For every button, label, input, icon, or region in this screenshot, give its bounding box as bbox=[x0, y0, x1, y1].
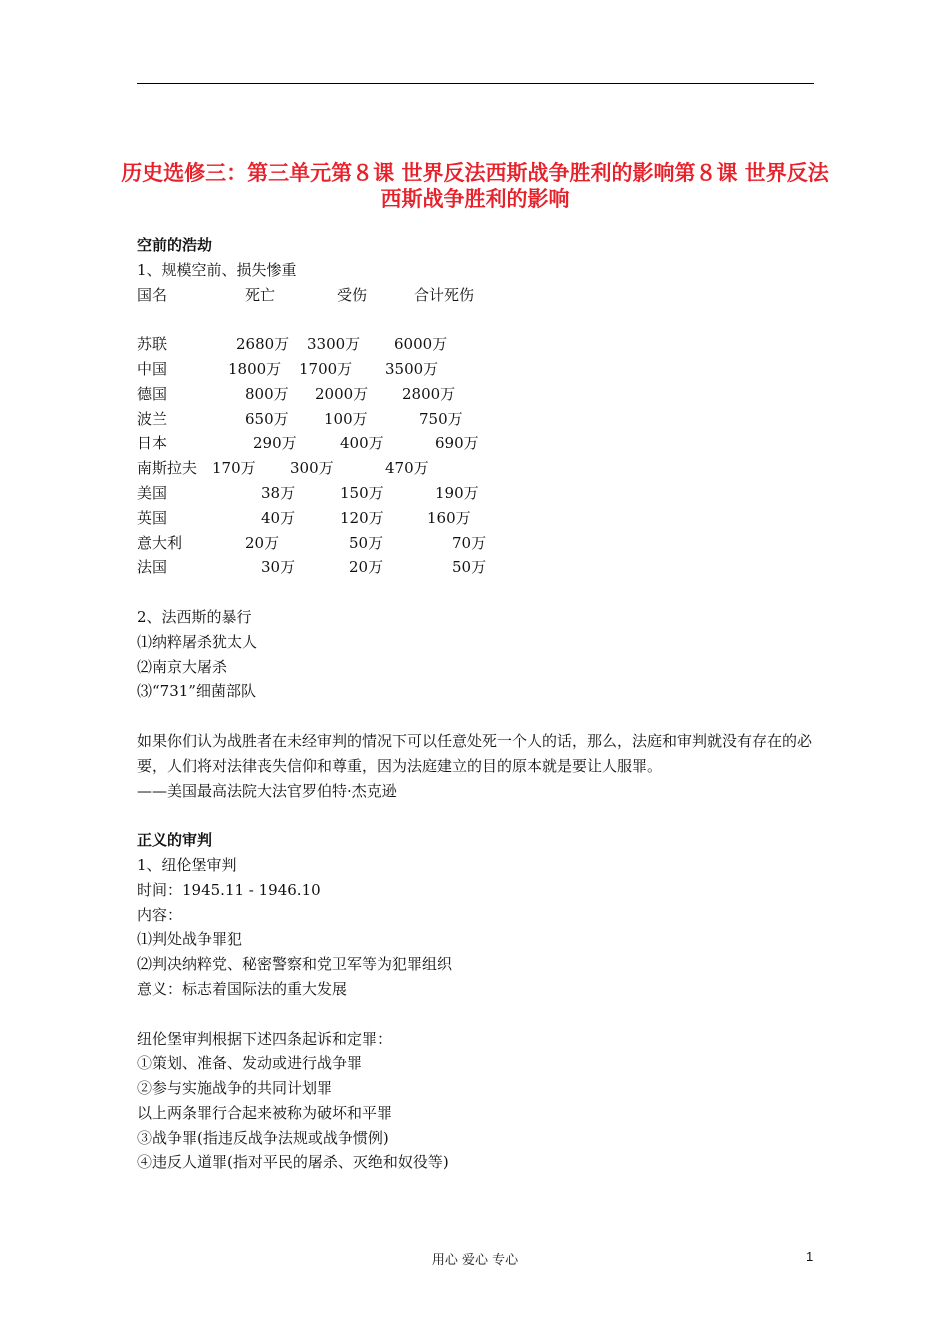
header-country: 国名 bbox=[137, 285, 168, 304]
list-item: ①策划、准备、发动或进行战争罪 bbox=[137, 1054, 363, 1073]
wounded-cell: 3300万 bbox=[307, 335, 361, 354]
wounded-cell: 1700万 bbox=[299, 359, 353, 378]
header-rule bbox=[137, 83, 814, 84]
list-item: ④违反人道罪(指对平民的屠杀、灭绝和奴役等) bbox=[137, 1153, 449, 1172]
deaths-cell: 800万 bbox=[245, 384, 289, 403]
total-cell: 6000万 bbox=[394, 335, 448, 354]
country-cell: 日本 bbox=[137, 434, 168, 453]
total-cell: 690万 bbox=[435, 434, 479, 453]
total-cell: 160万 bbox=[427, 508, 471, 527]
header-deaths: 死亡 bbox=[245, 285, 276, 304]
total-cell: 2800万 bbox=[402, 384, 456, 403]
total-cell: 190万 bbox=[435, 483, 479, 502]
significance: 意义：标志着国际法的重大发展 bbox=[137, 979, 348, 998]
wounded-cell: 120万 bbox=[340, 508, 384, 527]
table-row bbox=[137, 431, 817, 456]
list-item: ⑴判处战争罪犯 bbox=[137, 930, 243, 949]
total-cell: 3500万 bbox=[385, 359, 439, 378]
deaths-cell: 2680万 bbox=[236, 335, 290, 354]
subheading: 1、规模空前、损失惨重 bbox=[137, 260, 297, 279]
wounded-cell: 100万 bbox=[324, 409, 368, 428]
deaths-cell: 650万 bbox=[245, 409, 289, 428]
list-item: ⑶“731”细菌部队 bbox=[137, 682, 256, 701]
total-cell: 750万 bbox=[419, 409, 463, 428]
wounded-cell: 50万 bbox=[349, 533, 384, 552]
deaths-cell: 1800万 bbox=[228, 359, 282, 378]
list-item: ⑵判决纳粹党、秘密警察和党卫军等为犯罪组织 bbox=[137, 955, 453, 974]
table-row bbox=[137, 456, 817, 481]
country-cell: 美国 bbox=[137, 483, 168, 502]
table-header bbox=[137, 283, 817, 308]
table-row bbox=[137, 382, 817, 407]
country-cell: 法国 bbox=[137, 558, 168, 577]
deaths-cell: 38万 bbox=[261, 483, 296, 502]
footer-text: 用心 爱心 专心 bbox=[431, 1253, 519, 1268]
deaths-cell: 40万 bbox=[261, 508, 296, 527]
deaths-cell: 30万 bbox=[261, 558, 296, 577]
list-item: 以上两条罪行合起来被称为破坏和平罪 bbox=[137, 1103, 393, 1122]
wounded-cell: 400万 bbox=[340, 434, 384, 453]
table-row bbox=[137, 481, 817, 506]
country-cell: 波兰 bbox=[137, 409, 168, 428]
wounded-cell: 300万 bbox=[290, 459, 334, 478]
list-item: ③战争罪(指违反战争法规或战争惯例) bbox=[137, 1128, 389, 1147]
quote-text: 如果你们认为战胜者在未经审判的情况下可以任意处死一个人的话，那么，法庭和审判就没有存在的必要，人们将对法律丧失信仰和尊重，因为法庭建立的目的原本就是要让人服罪。 bbox=[137, 731, 813, 775]
table-row bbox=[137, 357, 817, 382]
country-cell: 英国 bbox=[137, 508, 168, 527]
total-cell: 50万 bbox=[452, 558, 487, 577]
wounded-cell: 150万 bbox=[340, 483, 384, 502]
section-heading: 正义的审判 bbox=[137, 831, 213, 850]
deaths-cell: 170万 bbox=[212, 459, 256, 478]
country-cell: 中国 bbox=[137, 359, 168, 378]
table-row bbox=[137, 531, 817, 556]
header-total: 合计死伤 bbox=[414, 285, 475, 304]
page-title: 历史选修三：第三单元第８课 世界反法西斯战争胜利的影响第８课 世界反法西斯战争胜利的影响 bbox=[121, 161, 829, 211]
section-heading: 空前的浩劫 bbox=[137, 236, 213, 254]
subheading: 2、法西斯的暴行 bbox=[137, 607, 252, 626]
document-body bbox=[137, 233, 817, 1175]
subheading: 1、纽伦堡审判 bbox=[137, 855, 237, 874]
list-item: ⑵南京大屠杀 bbox=[137, 657, 228, 676]
country-cell: 德国 bbox=[137, 384, 168, 403]
header-wounded: 受伤 bbox=[337, 285, 368, 304]
wounded-cell: 2000万 bbox=[315, 384, 369, 403]
list-item: ⑴纳粹屠杀犹太人 bbox=[137, 632, 258, 651]
list-item: ②参与实施战争的共同计划罪 bbox=[137, 1079, 333, 1098]
table-row bbox=[137, 506, 817, 531]
deaths-cell: 20万 bbox=[245, 533, 280, 552]
deaths-cell: 290万 bbox=[253, 434, 297, 453]
table-row bbox=[137, 555, 817, 580]
page-number: 1 bbox=[806, 1249, 814, 1264]
table-row bbox=[137, 407, 817, 432]
content-label: 内容： bbox=[137, 905, 183, 924]
country-cell: 苏联 bbox=[137, 335, 168, 354]
table-row bbox=[137, 332, 817, 357]
charges-intro: 纽伦堡审判根据下述四条起诉和定罪： bbox=[137, 1029, 393, 1048]
country-cell: 意大利 bbox=[137, 533, 183, 552]
wounded-cell: 20万 bbox=[349, 558, 384, 577]
total-cell: 70万 bbox=[452, 533, 487, 552]
trial-time: 时间：1945.11 - 1946.10 bbox=[137, 880, 321, 899]
country-cell: 南斯拉夫 bbox=[137, 459, 198, 478]
total-cell: 470万 bbox=[385, 459, 429, 478]
quote-author: ——美国最高法院大法官罗伯特·杰克逊 bbox=[137, 781, 397, 800]
